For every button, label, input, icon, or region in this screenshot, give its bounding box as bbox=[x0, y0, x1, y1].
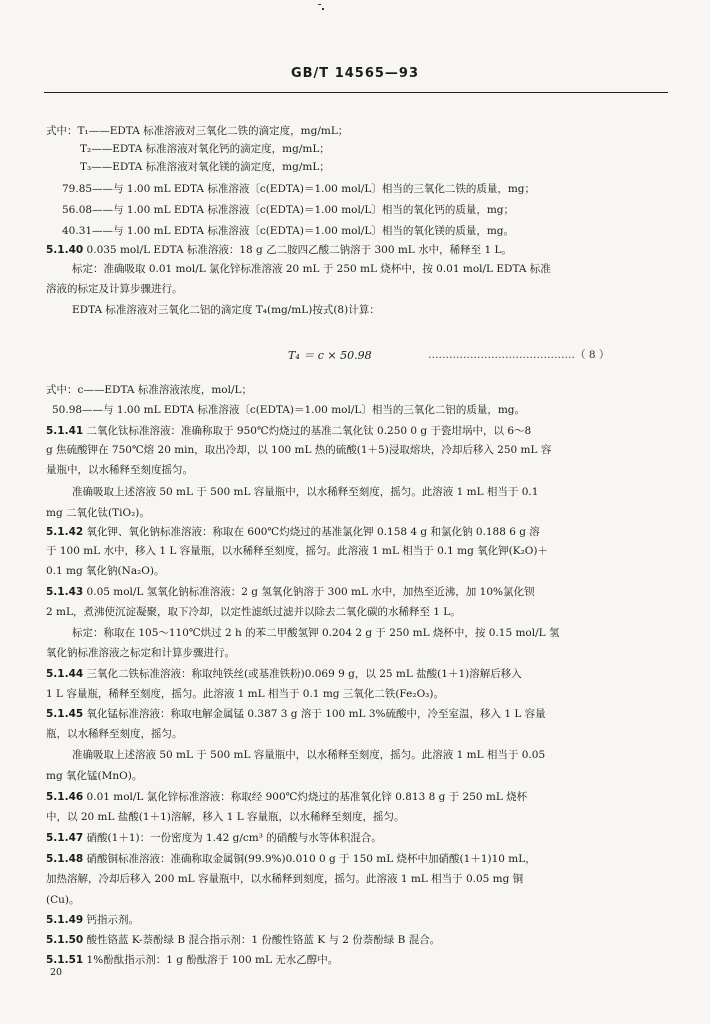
clause-line bbox=[46, 790, 527, 804]
clause-number: 5.1.44 bbox=[46, 668, 84, 680]
text-line bbox=[72, 748, 545, 762]
clause-line bbox=[46, 585, 534, 599]
line-text: 瓶，以水稀释至刻度，摇匀。 bbox=[46, 728, 183, 740]
line-text: 50.98——与 1.00 mL EDTA 标准溶液〔c(EDTA)＝1.00 mol/L〕相当的三氧化二铝的质量，mg。 bbox=[52, 404, 526, 416]
line-text: 溶液的标定及计算步骤进行。 bbox=[46, 283, 183, 295]
clause-line bbox=[46, 525, 540, 539]
line-text: T₃——EDTA 标准溶液对氧化镁的滴定度，mg/mL； bbox=[80, 161, 330, 173]
line-text: 0.035 mol/L EDTA 标准溶液：18 g 乙二胺四乙酸二钠溶于 300 mL 水中，稀释至 1 L。 bbox=[86, 244, 512, 256]
clause-line bbox=[46, 852, 536, 866]
text-line bbox=[46, 443, 551, 457]
text-line bbox=[46, 544, 548, 558]
text-line bbox=[52, 403, 525, 417]
line-text: 79.85——与 1.00 mL EDTA 标准溶液〔c(EDTA)＝1.00 mol/L〕相当的三氧化二铁的质量，mg； bbox=[62, 183, 536, 195]
line-text: 中，以 20 mL 盐酸(1＋1)溶解，移入 1 L 容量瓶，以水稀释至刻度，摇匀。 bbox=[46, 811, 405, 823]
line-text: 0.05 mol/L 氢氧化钠标准溶液：2 g 氢氧化钠溶于 300 mL 水中，加热至近沸，加 10%氯化钡 bbox=[86, 586, 535, 598]
line-text: 56.08——与 1.00 mL EDTA 标准溶液〔c(EDTA)＝1.00 mol/L〕相当的氧化钙的质量，mg； bbox=[62, 204, 515, 216]
clause-line bbox=[46, 913, 139, 927]
line-text: T₂——EDTA 标准溶液对氧化钙的滴定度，mg/mL； bbox=[80, 143, 330, 155]
scan-speck bbox=[318, 4, 321, 5]
clause-number: 5.1.40 bbox=[46, 244, 84, 256]
equation-number: ……………………………………（ 8 ） bbox=[428, 349, 610, 361]
text-line bbox=[46, 810, 405, 824]
text-line bbox=[46, 383, 252, 397]
page-number: 20 bbox=[50, 967, 63, 978]
text-line bbox=[46, 872, 523, 886]
text-line bbox=[80, 160, 330, 174]
line-text: 准确吸取上述溶液 50 mL 于 500 mL 容量瓶中，以水稀释至刻度，摇匀。此溶液 1 mL 相当于 0.05 bbox=[72, 749, 546, 761]
header-title: GB/T 14565—93 bbox=[290, 66, 420, 81]
line-text: 准确吸取上述溶液 50 mL 于 500 mL 容量瓶中，以水稀释至刻度，摇匀。此溶液 1 mL 相当于 0.1 bbox=[72, 486, 539, 498]
line-text: 二氧化钛标准溶液：准确称取于 950℃灼烧过的基准二氧化钛 0.250 0 g 于瓷坩埚中，以 6～8 bbox=[86, 425, 532, 437]
text-line bbox=[46, 506, 150, 520]
text-line bbox=[46, 605, 461, 619]
line-text: 0.01 mol/L 氯化锌标准溶液：称取经 900℃灼烧过的基准氧化锌 0.813 8 g 于 250 mL 烧杯 bbox=[86, 791, 528, 803]
line-text: mg 二氧化钛(TiO₂)。 bbox=[46, 507, 150, 519]
line-text: 40.31——与 1.00 mL EDTA 标准溶液〔c(EDTA)＝1.00 mol/L〕相当的氧化镁的质量，mg。 bbox=[62, 225, 515, 237]
clause-line bbox=[46, 424, 531, 438]
text-line bbox=[80, 142, 330, 156]
line-text: 1 L 容量瓶，稀释至刻度，摇匀。此溶液 1 mL 相当于 0.1 mg 三氧化二铁(Fe₂O₃)。 bbox=[46, 688, 444, 700]
line-text: 式中：T₁——EDTA 标准溶液对三氧化二铁的滴定度，mg/mL； bbox=[46, 125, 349, 137]
text-line bbox=[62, 182, 535, 196]
line-text: 氧化钠标准溶液之标定和计算步骤进行。 bbox=[46, 647, 235, 659]
line-text: mg 氧化锰(MnO)。 bbox=[46, 770, 143, 782]
text-line bbox=[46, 564, 165, 578]
line-text: 1%酚酞指示剂：1 g 酚酞溶于 100 mL 无水乙醇中。 bbox=[86, 954, 339, 966]
line-text: 量瓶中，以水稀释至刻度摇匀。 bbox=[46, 464, 193, 476]
text-line bbox=[46, 893, 80, 907]
text-line bbox=[46, 463, 193, 477]
scan-speck bbox=[322, 8, 324, 10]
line-text: EDTA 标准溶液对三氧化二铝的滴定度 T₄(mg/mL)按式(8)计算： bbox=[72, 304, 380, 316]
clause-number: 5.1.43 bbox=[46, 586, 84, 598]
text-line bbox=[46, 769, 142, 783]
clause-line bbox=[46, 953, 338, 967]
text-line bbox=[72, 262, 551, 276]
text-line bbox=[46, 727, 183, 741]
clause-number: 5.1.41 bbox=[46, 425, 84, 437]
line-text: 氧化锰标准溶液：称取电解金属锰 0.387 3 g 溶于 100 mL 3%硫酸中，冷至室温，移入 1 L 容量 bbox=[86, 708, 546, 720]
line-text: 三氧化二铁标准溶液：称取纯铁丝(或基准铁粉)0.069 9 g，以 25 mL 盐酸(1＋1)溶解后移入 bbox=[86, 668, 522, 680]
line-text: 标定：准确吸取 0.01 mol/L 氯化锌标准溶液 20 mL 于 250 mL 烧杯中，按 0.01 mol/L EDTA 标准 bbox=[72, 263, 551, 275]
line-text: 酸性铬蓝 K-萘酚绿 B 混合指示剂：1 份酸性铬蓝 K 与 2 份萘酚绿 B 混合。 bbox=[86, 934, 441, 946]
header-rule bbox=[44, 92, 668, 93]
line-text: 标定：称取在 105～110℃烘过 2 h 的苯二甲酸氢钾 0.204 2 g 于 250 mL 烧杯中，按 0.15 mol/L 氢 bbox=[72, 627, 560, 639]
line-text: 硝酸铜标准溶液：准确称取金属铜(99.9%)0.010 0 g 于 150 mL 烧杯中加硝酸(1＋1)10 mL， bbox=[86, 853, 536, 865]
clause-number: 5.1.46 bbox=[46, 791, 84, 803]
text-line bbox=[46, 646, 235, 660]
text-line bbox=[72, 485, 538, 499]
line-text: 钙指示剂。 bbox=[86, 914, 140, 926]
line-text: 式中：c——EDTA 标准溶液浓度，mol/L； bbox=[46, 384, 252, 396]
line-text: 氧化钾、氧化钠标准溶液：称取在 600℃灼烧过的基准氯化钾 0.158 4 g 和氯化钠 0.188 6 g 溶 bbox=[86, 526, 540, 538]
text-line bbox=[46, 282, 183, 296]
text-line bbox=[72, 626, 559, 640]
clause-line bbox=[46, 831, 382, 845]
text-line bbox=[62, 203, 514, 217]
clause-number: 5.1.42 bbox=[46, 526, 84, 538]
line-text: 0.1 mg 氧化钠(Na₂O)。 bbox=[46, 565, 165, 577]
text-line bbox=[46, 124, 348, 138]
clause-number: 5.1.47 bbox=[46, 832, 84, 844]
line-text: 硝酸(1＋1)：一份密度为 1.42 g/cm³ 的硝酸与水等体积混合。 bbox=[86, 832, 382, 844]
clause-line bbox=[46, 707, 546, 721]
text-line bbox=[62, 224, 514, 238]
line-text: 加热溶解，冷却后移入 200 mL 容量瓶中，以水稀释到刻度，摇匀。此溶液 1 mL 相当于 0.05 mg 铜 bbox=[46, 873, 524, 885]
clause-line bbox=[46, 667, 522, 681]
clause-number: 5.1.48 bbox=[46, 853, 84, 865]
clause-line bbox=[46, 243, 512, 257]
text-line bbox=[46, 687, 444, 701]
line-text: (Cu)。 bbox=[46, 894, 80, 906]
clause-number: 5.1.45 bbox=[46, 708, 84, 720]
clause-number: 5.1.51 bbox=[46, 954, 84, 966]
clause-number: 5.1.49 bbox=[46, 914, 84, 926]
line-text: 于 100 mL 水中，移入 1 L 容量瓶，以水稀释至刻度，摇匀。此溶液 1 mL 相当于 0.1 mg 氧化钾(K₂O)＋ bbox=[46, 545, 549, 557]
text-line bbox=[72, 303, 380, 317]
clause-number: 5.1.50 bbox=[46, 934, 84, 946]
formula-8: T₄ ＝ c × 50.98 bbox=[288, 349, 372, 362]
clause-line bbox=[46, 933, 440, 947]
line-text: 2 mL，煮沸使沉淀凝聚，取下冷却，以定性滤纸过滤并以除去二氧化碳的水稀释至 1 L。 bbox=[46, 606, 461, 618]
line-text: g 焦硫酸钾在 750℃熔 20 min，取出冷却，以 100 mL 热的硫酸(1＋5)浸取熔块，冷却后移入 250 mL 容 bbox=[46, 444, 552, 456]
